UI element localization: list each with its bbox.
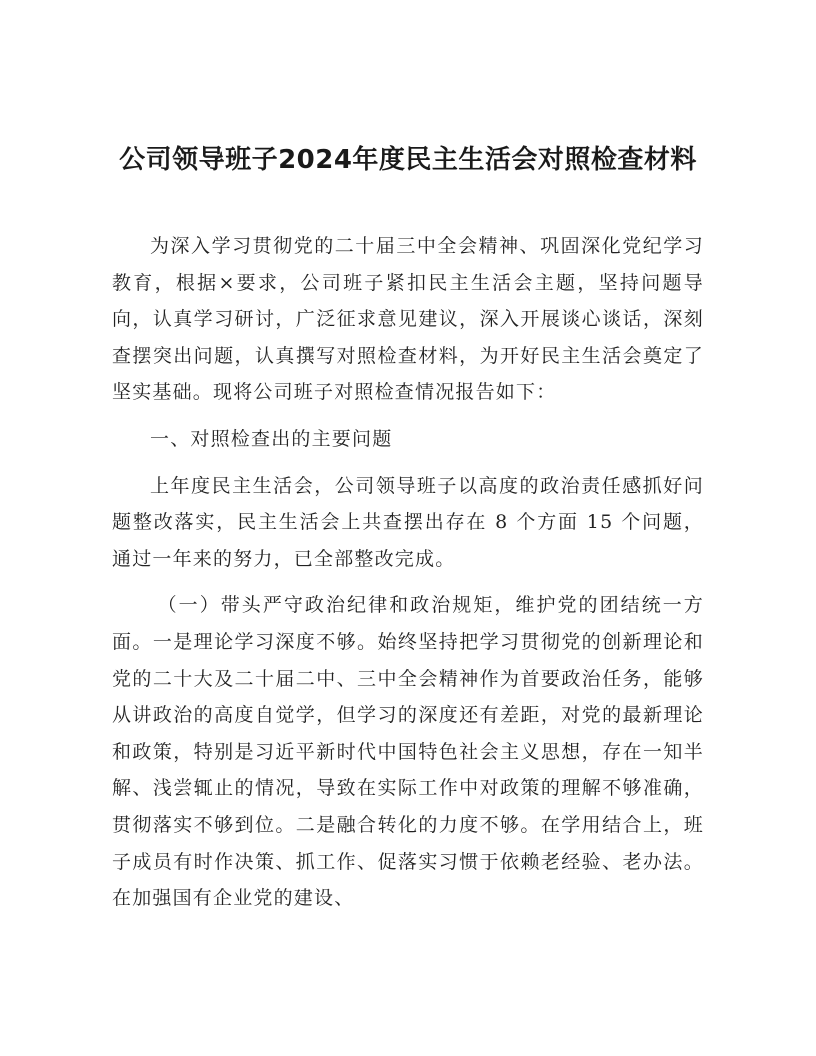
intro-paragraph: 为深入学习贯彻党的二十届三中全会精神、巩固深化党纪学习教育，根据×要求，公司班子紧扣民主生活会主题，坚持问题导向，认真学习研讨，广泛征求意见建议，深入开展谈心谈话，深刻查摆突出问题，认真撰写对照检查材料，为开好民主生活会奠定了坚实基础。现将公司班子对照检查情况报告如下： [112, 235, 704, 404]
document-body [112, 228, 704, 927]
summary-paragraph: 上年度民主生活会，公司领导班子以高度的政治责任感抓好问题整改落实，民主生活会上共查摆出存在 8 个方面 15 个问题，通过一年来的努力，已全部整改完成。 [112, 474, 704, 570]
section-heading: 一、对照检查出的主要问题 [150, 427, 393, 450]
subsection-paragraph: （一）带头严守政治纪律和政治规矩，维护党的团结统一方面。一是理论学习深度不够。始终坚持把学习贯彻党的创新理论和党的二十大及二十届二中、三中全会精神作为首要政治任务，能够从讲政治的高度自觉学，但学习的深度还有差距，对党的最新理论和政策，特别是习近平新时代中国特色社会主义思想，存在一知半解、浅尝辄止的情况，导致在实际工作中对政策的理解不够准确，贯彻落实不够到位。二是融合转化的力度不够。在学用结合上，班子成员有时作决策、抓工作、促落实习惯于依赖老经验、老办法。在加强国有企业党的建设、 [112, 594, 704, 910]
document-title: 公司领导班子2024年度民主生活会对照检查材料 [119, 145, 697, 175]
